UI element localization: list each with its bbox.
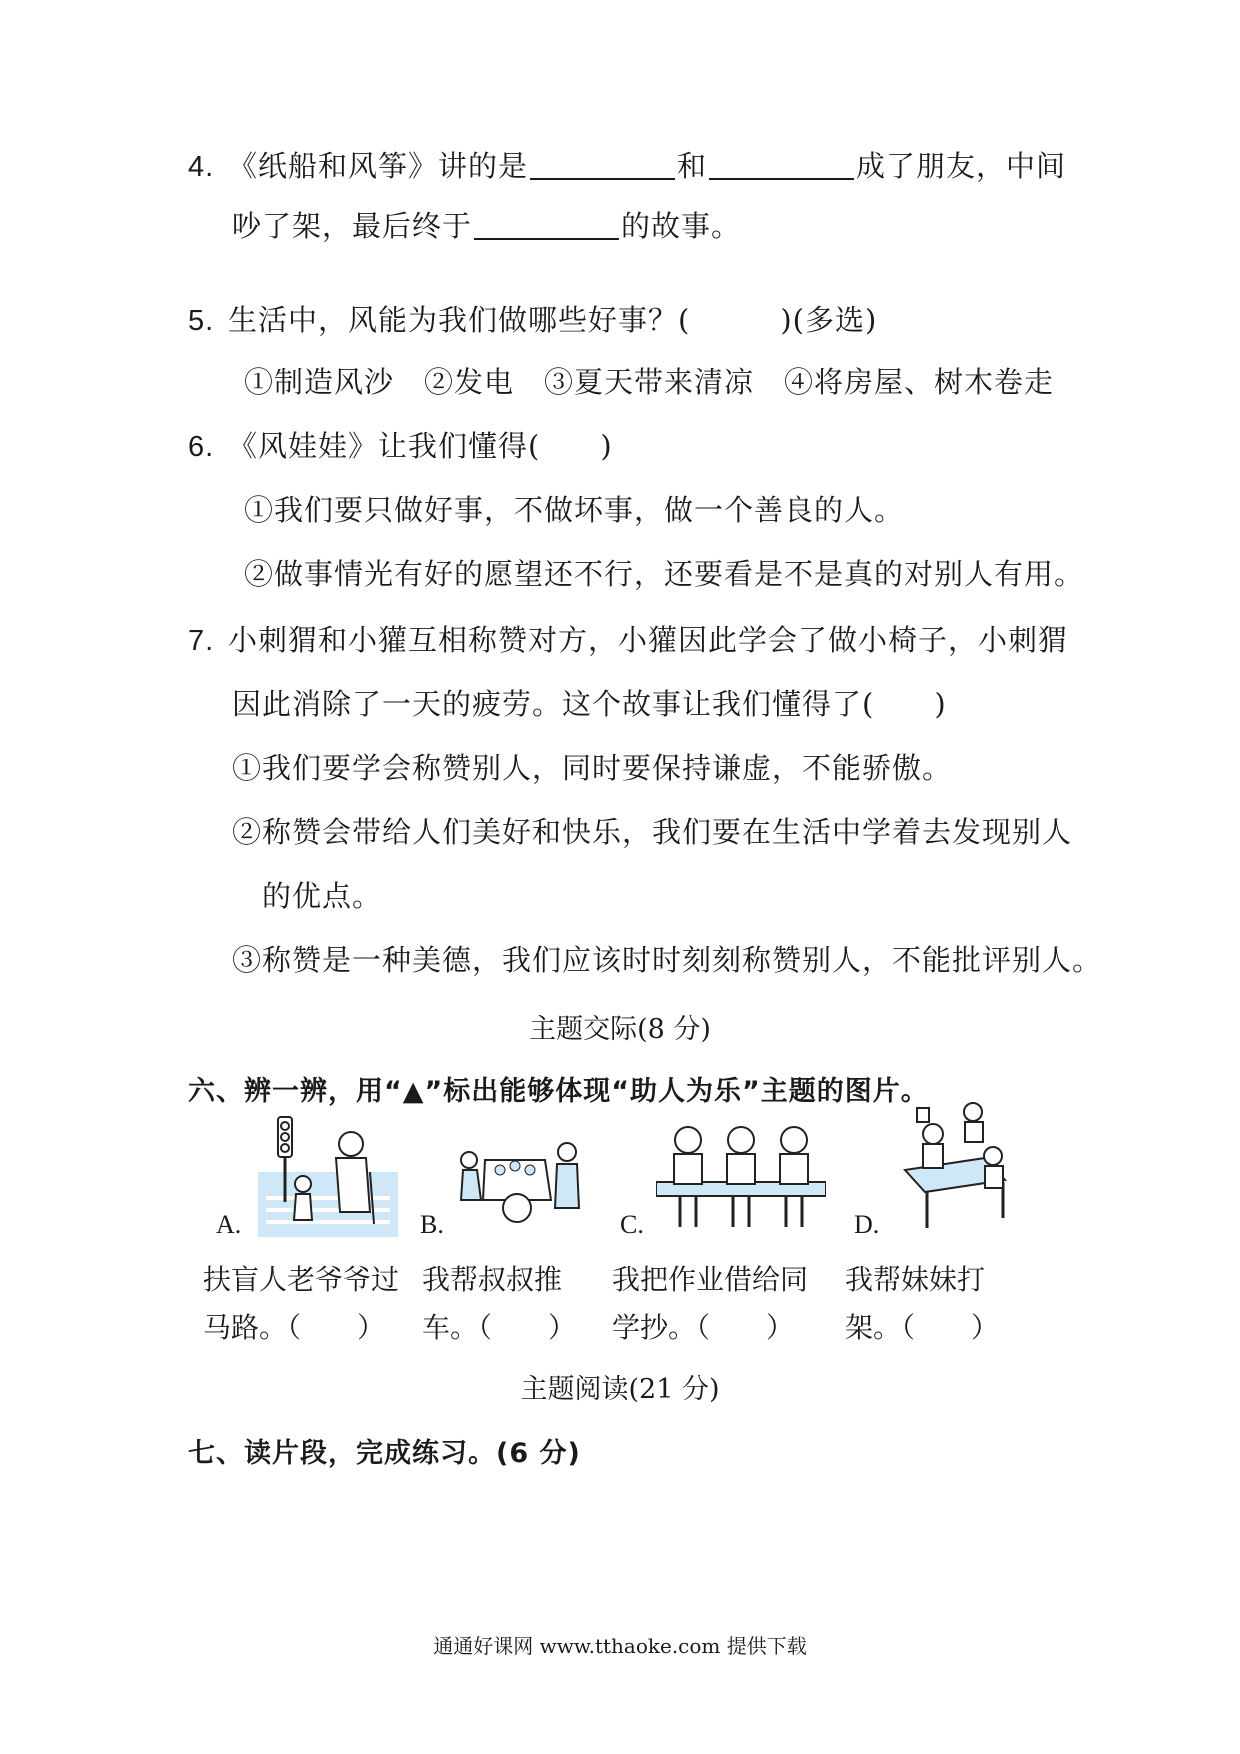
- caption-b-line2: 车。（ ）: [422, 1311, 577, 1344]
- picture-c-bench[interactable]: [656, 1122, 826, 1232]
- q6-option-1: ①我们要只做好事，不做坏事，做一个善良的人。: [244, 493, 905, 527]
- picture-a-crosswalk[interactable]: [258, 1112, 398, 1237]
- caption-c-line2: 学抄。（ ）: [612, 1311, 795, 1344]
- q7-option-2a: ②称赞会带给人们美好和快乐，我们要在生活中学着去发现别人: [232, 815, 1073, 849]
- q4-number: 4.: [188, 151, 215, 183]
- section-heading-communication: 主题交际(8 分): [529, 1014, 711, 1045]
- q4-text-3: 成了朋友，中间: [856, 149, 1067, 183]
- q4-line1: [188, 146, 1066, 187]
- picture-b-letter: B.: [420, 1210, 444, 1239]
- q4-text-2: 和: [677, 149, 708, 183]
- caption-b-line1: 我帮叔叔推: [422, 1263, 563, 1296]
- q7-option-2b: 的优点。: [262, 879, 383, 913]
- picture-d-letter: D.: [854, 1210, 880, 1239]
- q7-line2: 因此消除了一天的疲劳。这个故事让我们懂得了( ): [232, 687, 947, 721]
- q4-blank-2[interactable]: [709, 150, 854, 180]
- q6-option-2: ②做事情光有好的愿望还不行，还要看是不是真的对别人有用。: [244, 557, 1085, 591]
- caption-a: [203, 1256, 399, 1352]
- section-heading-reading: 主题阅读(21 分): [520, 1374, 720, 1405]
- q5-number: 5.: [188, 305, 215, 337]
- q7-line1: [188, 620, 1068, 661]
- q5-line: [188, 300, 877, 341]
- q-six-title: 六、辨一辨，用“▲”标出能够体现“助人为乐”主题的图片。: [188, 1076, 929, 1107]
- q-seven-title: 七、读片段，完成练习。(6 分): [188, 1438, 581, 1469]
- caption-a-line2: 马路。（ ）: [203, 1311, 386, 1344]
- caption-d-line2: 架。（ ）: [845, 1311, 1000, 1344]
- caption-a-line1: 扶盲人老爷爷过: [203, 1263, 400, 1296]
- picture-c-letter: C.: [620, 1210, 644, 1239]
- q6-number: 6.: [188, 431, 215, 463]
- q4-blank-3[interactable]: [474, 210, 619, 240]
- q7-text-1: 小刺猬和小獾互相称赞对方，小獾因此学会了做小椅子，小刺猬: [228, 623, 1069, 657]
- picture-a-letter: A.: [216, 1210, 242, 1239]
- q5-text: 生活中，风能为我们做哪些好事？( )(多选): [228, 303, 878, 337]
- q6-text: 《风娃娃》让我们懂得( ): [228, 429, 613, 463]
- q7-number: 7.: [188, 625, 215, 657]
- picture-d-table[interactable]: [895, 1100, 1015, 1230]
- footer-credit: 通通好课网 www.tthaoke.com 提供下载: [433, 1634, 807, 1658]
- caption-b: [422, 1256, 576, 1352]
- caption-d: [845, 1256, 999, 1352]
- q4-line2: [232, 206, 741, 246]
- caption-c: [612, 1256, 808, 1352]
- caption-c-line1: 我把作业借给同: [612, 1263, 809, 1296]
- q4-blank-1[interactable]: [530, 150, 675, 180]
- q5-options: ①制造风沙 ②发电 ③夏天带来清凉 ④将房屋、树木卷走: [244, 365, 1055, 399]
- q4-text-4: 吵了架，最后终于: [232, 209, 473, 243]
- picture-b-cart[interactable]: [455, 1130, 585, 1230]
- q6-line: [188, 426, 613, 467]
- caption-d-line1: 我帮妹妹打: [845, 1263, 986, 1296]
- q7-option-1: ①我们要学会称赞别人，同时要保持谦虚，不能骄傲。: [232, 751, 953, 785]
- q4-text-1: 《纸船和风筝》讲的是: [228, 149, 529, 183]
- q7-option-3: ③称赞是一种美德，我们应该时时刻刻称赞别人，不能批评别人。: [232, 943, 1103, 977]
- q4-text-5: 的故事。: [621, 209, 742, 243]
